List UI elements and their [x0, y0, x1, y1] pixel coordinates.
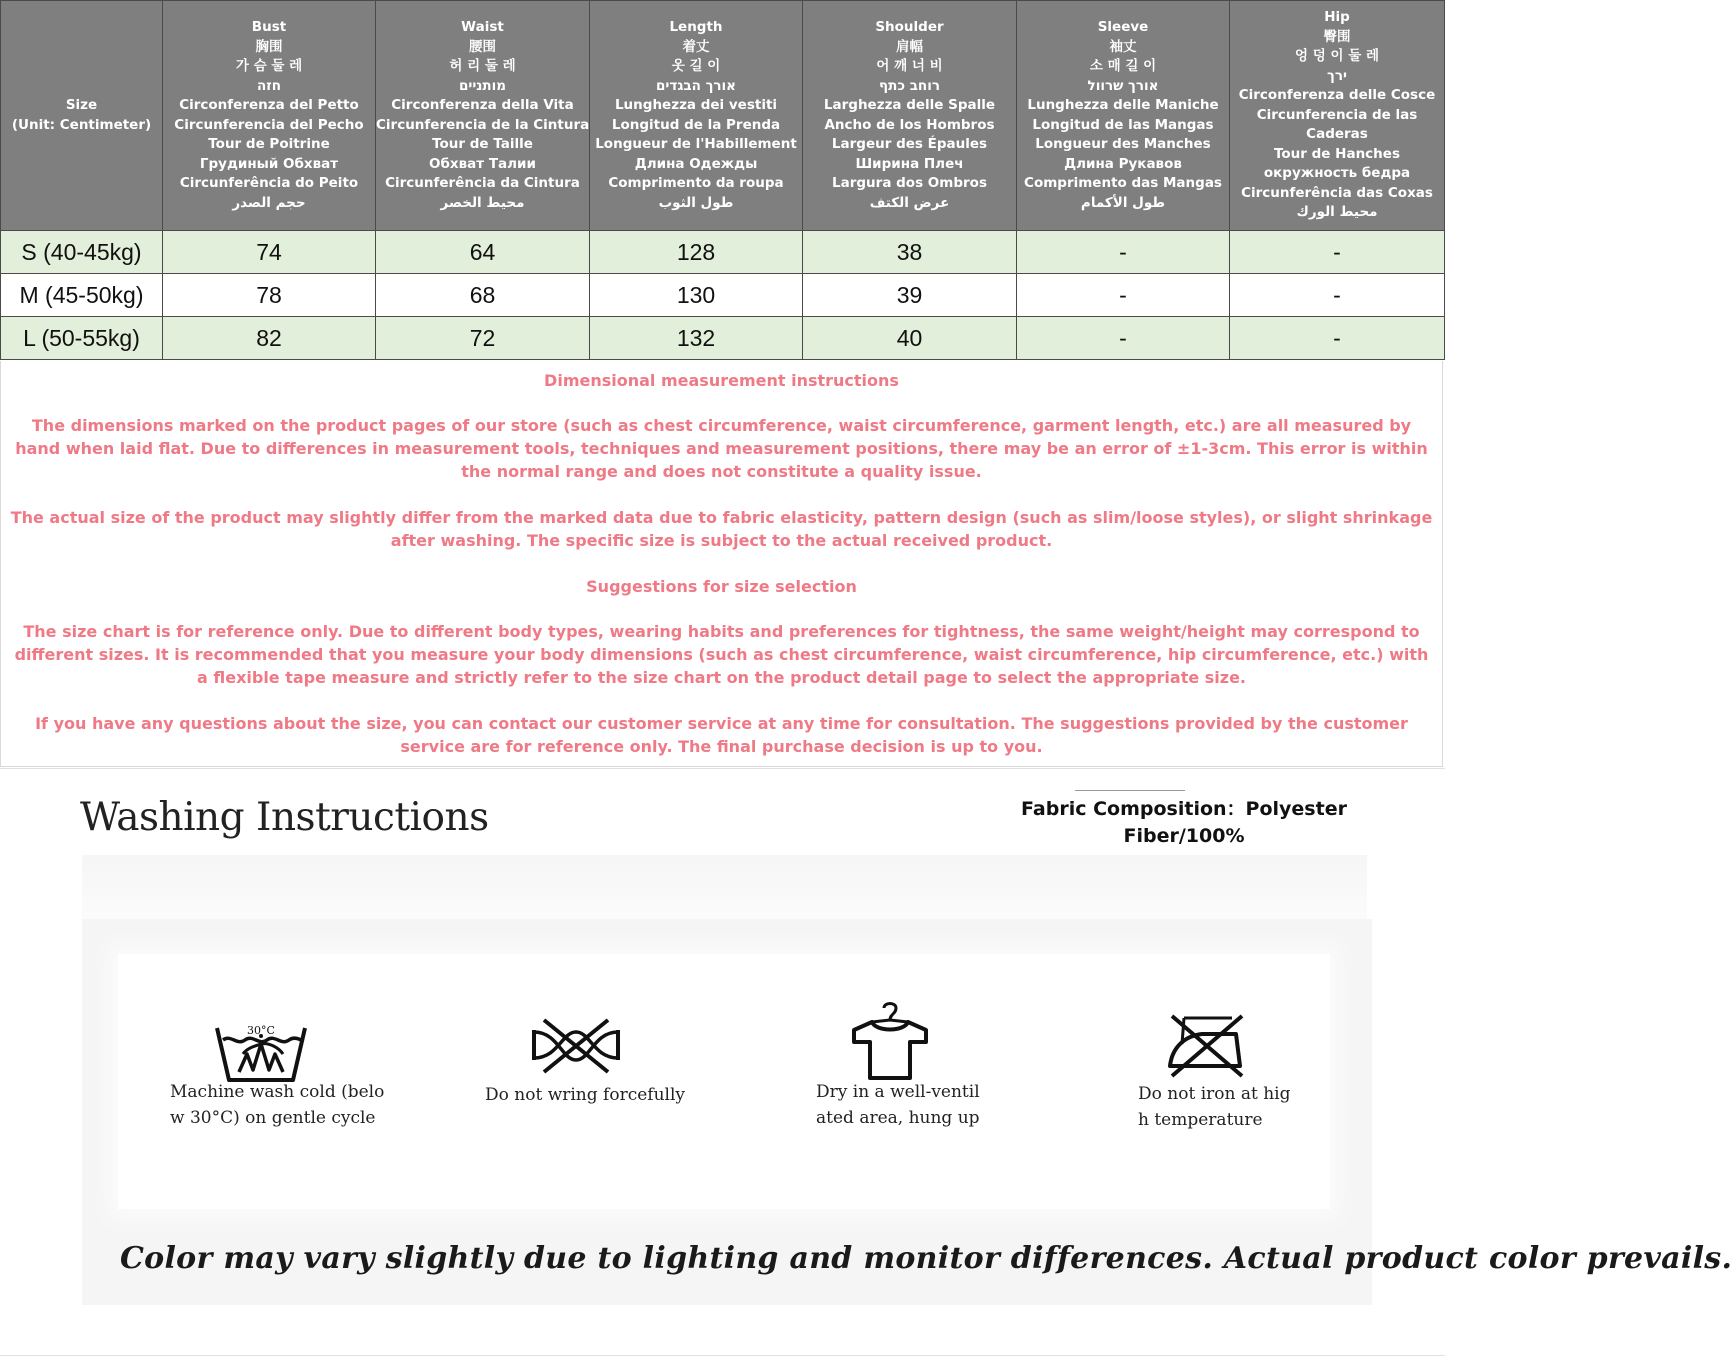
- table-row: [1, 274, 1445, 317]
- length-cell: 128: [590, 231, 803, 274]
- shoulder-cell: 39: [803, 274, 1017, 317]
- bust-cell: 78: [163, 274, 376, 317]
- care-label-line: Do not wring forcefully: [485, 1085, 685, 1105]
- bust-cell: 74: [163, 231, 376, 274]
- sleeve-cell: -: [1017, 274, 1230, 317]
- bust-column-header: Bust 胸围 가 슴 둘 레 חזה Circonferenza del Petto Circunferencia del Pecho Tour de Poitrine Грудиный Обхват Circunferência do Peito حجم الصدر: [163, 1, 376, 231]
- washing-section: [0, 768, 1732, 1357]
- length-cell: 130: [590, 274, 803, 317]
- waist-column-header: Waist 腰围 허 리 둘 레 מותניים Circonferenza della Vita Circunferencia de la Cintura Tour de Taille Обхват Талии Circunferência da Cintura محيط الخصر: [376, 1, 590, 231]
- hip-cell: -: [1230, 274, 1445, 317]
- hip-cell: -: [1230, 317, 1445, 360]
- size-selection-note-1: The size chart is for reference only. Due to different body types, wearing habits and preferences for tightness, the same weight/height may correspond to different sizes. It is recommended that you measure your body dimensions (such as chest circumference, waist circumference, hip circumference, etc.) with a flexible tape measure and strictly refer to the size chart on the product detail page to select the appropriate size.: [14, 622, 1429, 687]
- care-label-line: Dry in a well-ventil: [816, 1082, 980, 1102]
- bust-cell: 82: [163, 317, 376, 360]
- size-cell: M (45-50kg): [1, 274, 163, 317]
- hang-dry-icon: [850, 1000, 930, 1082]
- care-label-line: h temperature: [1138, 1110, 1263, 1130]
- hip-column-header: Hip 臀围 엉 덩 이 둘 레 ירך Circonferenza delle Cosce Circunferencia de las Caderas Tour de Hanches окружность бедра Circunferência das Coxas محيط الورك: [1230, 1, 1445, 231]
- size-chart-table: [0, 0, 1445, 360]
- measurement-notes: [0, 361, 1443, 767]
- shoulder-column-header: Shoulder 肩幅 어 깨 너 비 רוחב כתף Larghezza delle Spalle Ancho de los Hombros Largeur des Épaules Ширина Плеч Largura dos Ombros عرض الكتف: [803, 1, 1017, 231]
- do-not-wring-icon: [528, 1016, 624, 1076]
- measurement-note-1: The dimensions marked on the product pages of our store (such as chest circumference, waist circumference, garment length, etc.) are all measured by hand when laid flat. Due to differences in measurement tools, techniques and measurement positions, there may be an error of ±1-3cm. This error is within the normal range and does not constitute a quality issue.: [15, 416, 1428, 481]
- table-row: [1, 317, 1445, 360]
- color-disclaimer: Color may vary slightly due to lighting and monitor differences. Actual product color prevails.: [120, 1241, 1732, 1276]
- table-header-row: [1, 1, 1445, 231]
- size-column-header: Size (Unit: Centimeter): [1, 1, 163, 231]
- length-column-header: Length 着丈 옷 길 이 אורך הבגדים Lunghezza dei vestiti Longitud de la Prenda Longueur de l'Habillement Длина Одежды Comprimento da roupa طول الثوب: [590, 1, 803, 231]
- size-selection-note-2: If you have any questions about the size, you can contact our customer service at any time for consultation. The suggestions provided by the customer service are for reference only. The final purchase decision is up to you.: [35, 714, 1408, 756]
- washing-instructions-title: Washing Instructions: [80, 795, 489, 840]
- sleeve-cell: -: [1017, 317, 1230, 360]
- wash-temperature-label: 30°C: [247, 1024, 275, 1037]
- care-label-line: Do not iron at hig: [1138, 1084, 1291, 1104]
- machine-wash-30-icon: [213, 1014, 309, 1086]
- waist-cell: 68: [376, 274, 590, 317]
- care-label-line: Machine wash cold (belo: [170, 1082, 385, 1102]
- fabric-composition-line: Fabric Composition：Polyester Fiber/100%: [1021, 798, 1347, 847]
- measurement-instructions-heading: Dimensional measurement instructions: [544, 371, 899, 390]
- sleeve-column-header: Sleeve 袖丈 소 매 길 이 אורך שרוול Lunghezza delle Maniche Longitud de las Mangas Longueur des Manches Длина Рукавов Comprimento das Mangas طول الأكمام: [1017, 1, 1230, 231]
- care-label-line: w 30°C) on gentle cycle: [170, 1108, 376, 1128]
- size-cell: L (50-55kg): [1, 317, 163, 360]
- table-row: [1, 231, 1445, 274]
- care-label-line: ated area, hung up: [816, 1108, 980, 1128]
- shoulder-cell: 40: [803, 317, 1017, 360]
- size-cell: S (40-45kg): [1, 231, 163, 274]
- waist-cell: 72: [376, 317, 590, 360]
- divider: [1075, 790, 1185, 791]
- sleeve-cell: -: [1017, 231, 1230, 274]
- waist-cell: 64: [376, 231, 590, 274]
- hip-cell: -: [1230, 231, 1445, 274]
- shoulder-cell: 38: [803, 231, 1017, 274]
- divider: [0, 1355, 1445, 1356]
- do-not-iron-icon: [1162, 1014, 1246, 1078]
- length-cell: 132: [590, 317, 803, 360]
- size-selection-heading: Suggestions for size selection: [586, 577, 857, 596]
- measurement-note-2: The actual size of the product may slightly differ from the marked data due to fabric elasticity, pattern design (such as slim/loose styles), or slight shrinkage after washing. The specific size is subject to the actual received product.: [10, 508, 1433, 550]
- care-card: [118, 954, 1330, 1209]
